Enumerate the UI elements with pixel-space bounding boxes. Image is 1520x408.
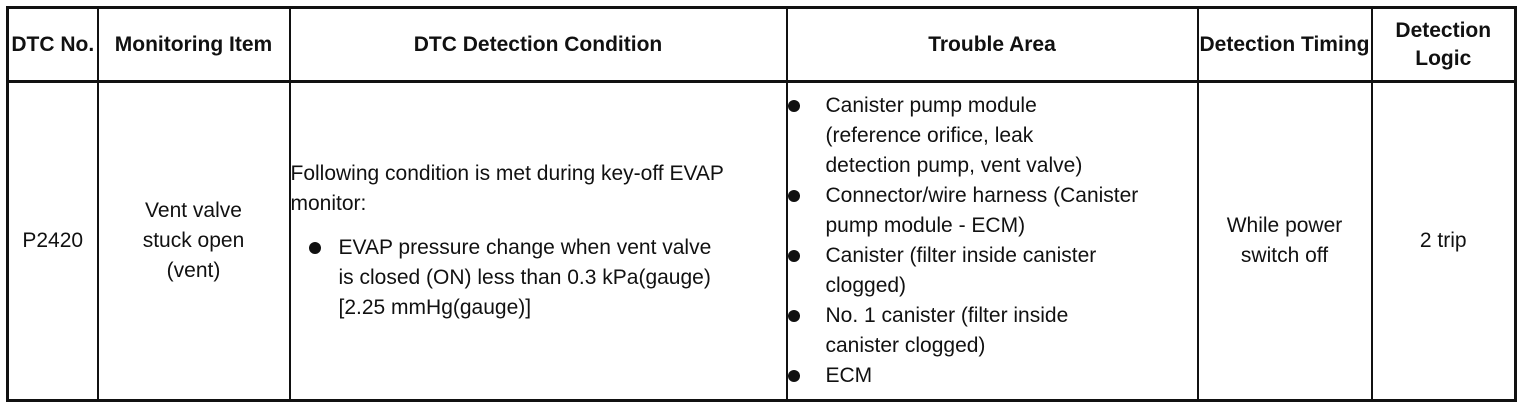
cell-detection-condition xyxy=(290,82,787,401)
cell-detection-timing: While power switch off xyxy=(1198,82,1372,401)
bullet-icon xyxy=(788,190,800,202)
list-item: Canister pump module (reference orifice, leak detection pump, vent valve) xyxy=(788,91,1197,181)
cell-detection-logic: 2 trip xyxy=(1372,82,1516,401)
dtc-table xyxy=(6,6,1517,402)
header-dtc-no: DTC No. xyxy=(8,8,98,82)
condition-list xyxy=(291,233,786,323)
bullet-icon xyxy=(309,242,321,254)
list-item: Canister (filter inside canister clogged) xyxy=(788,241,1197,301)
header-detection-condition: DTC Detection Condition xyxy=(290,8,787,82)
cell-dtc-no: P2420 xyxy=(8,82,98,401)
list-item: EVAP pressure change when vent valve is closed (ON) less than 0.3 kPa(gauge) [2.25 mmHg(gauge)] xyxy=(291,233,786,323)
header-detection-timing: Detection Timing xyxy=(1198,8,1372,82)
bullet-icon xyxy=(788,250,800,262)
list-item: Connector/wire harness (Canister pump module - ECM) xyxy=(788,181,1197,241)
list-item: ECM xyxy=(788,361,1197,391)
header-monitoring-item: Monitoring Item xyxy=(98,8,290,82)
cell-monitoring-item: Vent valve stuck open (vent) xyxy=(98,82,290,401)
header-trouble-area: Trouble Area xyxy=(787,8,1198,82)
table-row xyxy=(8,82,1516,401)
condition-intro: Following condition is met during key-off EVAP monitor: xyxy=(290,162,724,215)
bullet-icon xyxy=(788,370,800,382)
cell-trouble-area xyxy=(787,82,1198,401)
header-detection-logic: Detection Logic xyxy=(1372,8,1516,82)
bullet-icon xyxy=(788,100,800,112)
header-row xyxy=(8,8,1516,82)
trouble-area-list xyxy=(788,91,1197,391)
bullet-icon xyxy=(788,310,800,322)
list-item: No. 1 canister (filter inside canister clogged) xyxy=(788,301,1197,361)
